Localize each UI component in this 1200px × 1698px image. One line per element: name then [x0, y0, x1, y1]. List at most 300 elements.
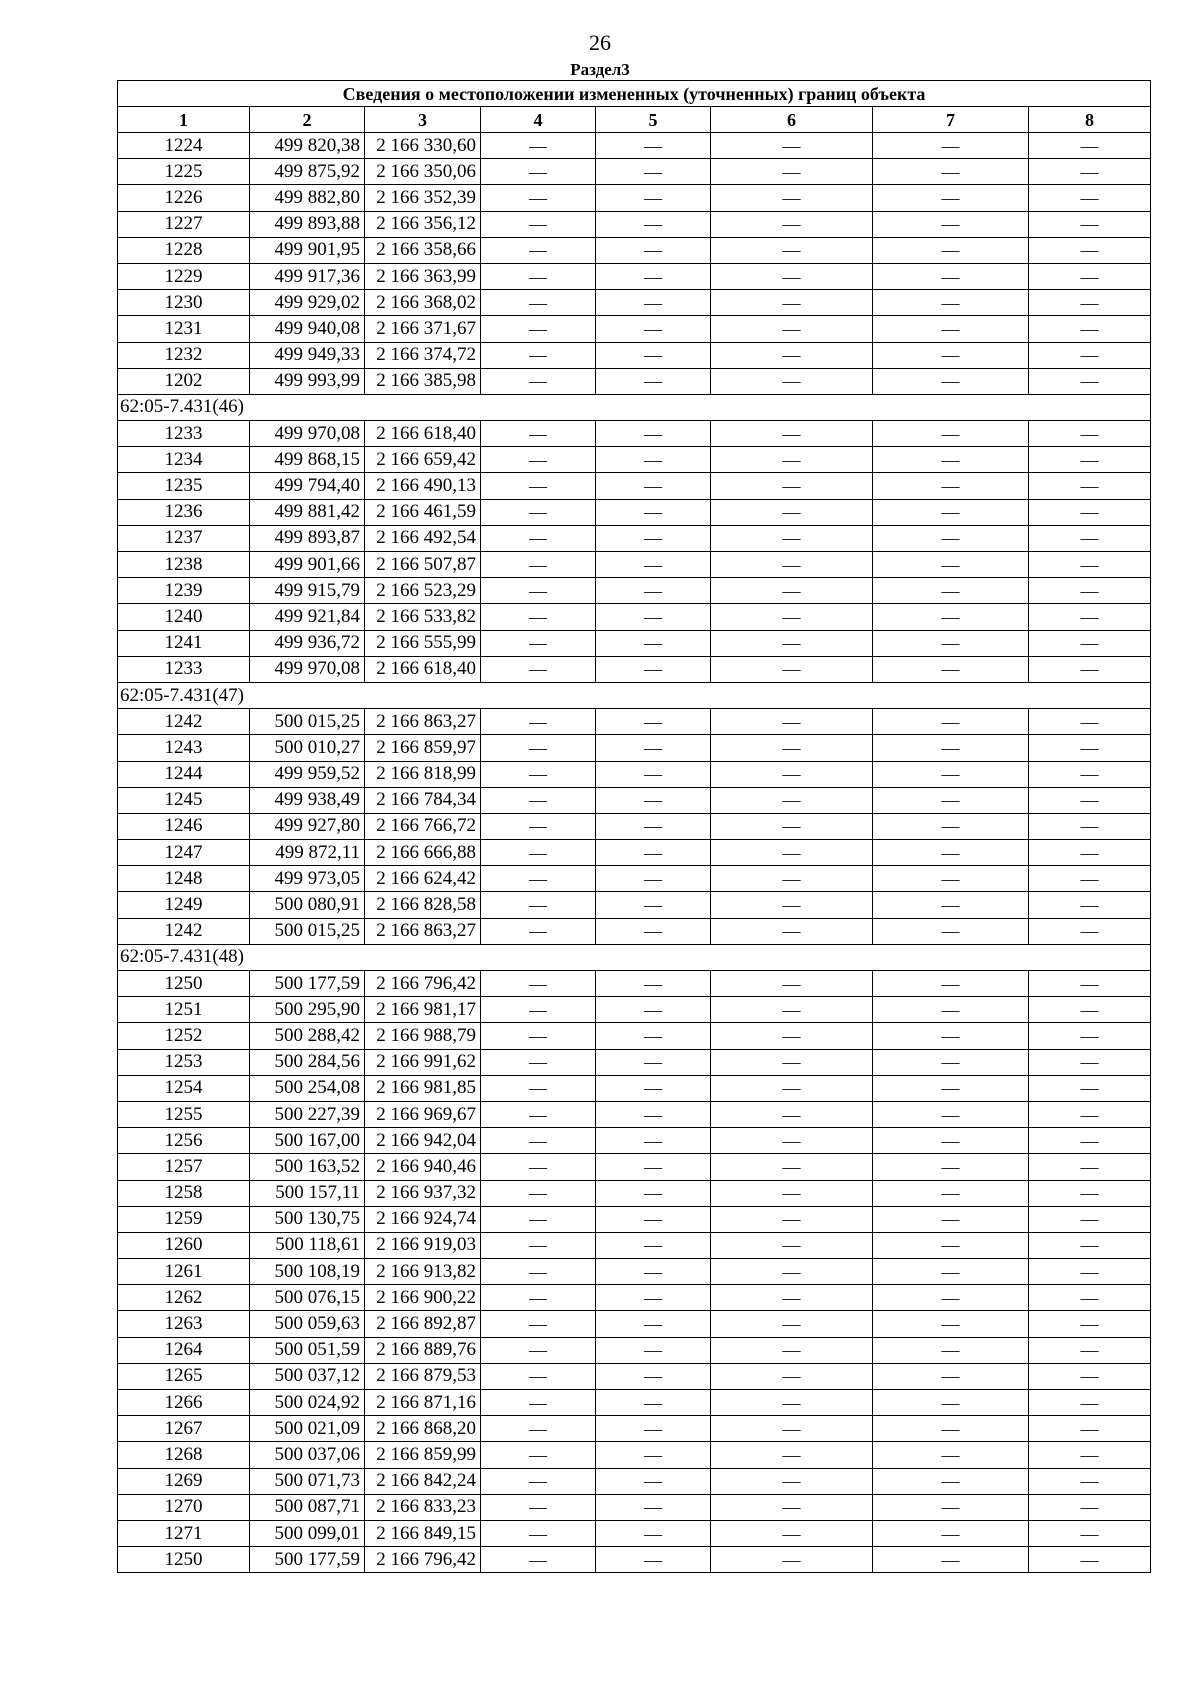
empty-value-dash: — — [596, 1363, 711, 1389]
coordinate-x: 500 087,71 — [250, 1494, 365, 1520]
empty-value-dash: — — [1029, 761, 1151, 787]
empty-value-dash: — — [1029, 499, 1151, 525]
table-row — [118, 447, 1151, 473]
empty-value-dash: — — [873, 813, 1029, 839]
coordinate-x: 500 163,52 — [250, 1154, 365, 1180]
table-row — [118, 185, 1151, 211]
empty-value-dash: — — [873, 709, 1029, 735]
coordinate-y: 2 166 555,99 — [365, 630, 481, 656]
table-row — [118, 237, 1151, 263]
point-number: 1232 — [118, 342, 250, 368]
empty-value-dash: — — [481, 1128, 596, 1154]
table-row — [118, 813, 1151, 839]
point-number: 1238 — [118, 552, 250, 578]
coordinates-table — [117, 80, 1151, 1573]
empty-value-dash: — — [711, 1180, 873, 1206]
empty-value-dash: — — [711, 1259, 873, 1285]
empty-value-dash: — — [481, 1311, 596, 1337]
table-row — [118, 552, 1151, 578]
table-row — [118, 918, 1151, 944]
empty-value-dash: — — [1029, 525, 1151, 551]
point-number: 1235 — [118, 473, 250, 499]
coordinate-x: 499 915,79 — [250, 578, 365, 604]
point-number: 1236 — [118, 499, 250, 525]
empty-value-dash: — — [1029, 656, 1151, 682]
empty-value-dash: — — [1029, 604, 1151, 630]
coordinate-y: 2 166 624,42 — [365, 866, 481, 892]
coordinate-y: 2 166 919,03 — [365, 1232, 481, 1258]
table-row — [118, 133, 1151, 159]
point-number: 1265 — [118, 1363, 250, 1389]
empty-value-dash: — — [1029, 263, 1151, 289]
empty-value-dash: — — [596, 185, 711, 211]
point-number: 1246 — [118, 813, 250, 839]
empty-value-dash: — — [873, 892, 1029, 918]
group-header-row — [118, 682, 1151, 708]
empty-value-dash: — — [481, 735, 596, 761]
empty-value-dash: — — [596, 656, 711, 682]
empty-value-dash: — — [481, 1416, 596, 1442]
empty-value-dash: — — [873, 604, 1029, 630]
coordinate-y: 2 166 358,66 — [365, 237, 481, 263]
empty-value-dash: — — [873, 133, 1029, 159]
empty-value-dash: — — [873, 421, 1029, 447]
page-number: 26 — [589, 30, 611, 55]
empty-value-dash: — — [481, 1468, 596, 1494]
empty-value-dash: — — [1029, 1416, 1151, 1442]
empty-value-dash: — — [1029, 1363, 1151, 1389]
empty-value-dash: — — [873, 447, 1029, 473]
coordinate-x: 499 970,08 — [250, 656, 365, 682]
empty-value-dash: — — [481, 552, 596, 578]
coordinate-x: 500 024,92 — [250, 1390, 365, 1416]
coordinate-y: 2 166 900,22 — [365, 1285, 481, 1311]
coordinate-x: 499 936,72 — [250, 630, 365, 656]
empty-value-dash: — — [596, 342, 711, 368]
table-row — [118, 866, 1151, 892]
empty-value-dash: — — [711, 290, 873, 316]
empty-value-dash: — — [1029, 133, 1151, 159]
empty-value-dash: — — [1029, 237, 1151, 263]
empty-value-dash: — — [873, 1180, 1029, 1206]
coordinate-x: 500 157,11 — [250, 1180, 365, 1206]
table-row — [118, 342, 1151, 368]
point-number: 1237 — [118, 525, 250, 551]
empty-value-dash: — — [596, 290, 711, 316]
empty-value-dash: — — [481, 473, 596, 499]
empty-value-dash: — — [1029, 813, 1151, 839]
empty-value-dash: — — [711, 604, 873, 630]
coordinate-x: 500 167,00 — [250, 1128, 365, 1154]
empty-value-dash: — — [596, 368, 711, 394]
coordinate-y: 2 166 356,12 — [365, 211, 481, 237]
coordinate-x: 499 940,08 — [250, 316, 365, 342]
column-number: 1 — [118, 107, 250, 133]
empty-value-dash: — — [596, 918, 711, 944]
empty-value-dash: — — [873, 263, 1029, 289]
empty-value-dash: — — [711, 1232, 873, 1258]
column-numbers-row — [118, 107, 1151, 133]
empty-value-dash: — — [481, 447, 596, 473]
empty-value-dash: — — [481, 525, 596, 551]
empty-value-dash: — — [873, 1128, 1029, 1154]
empty-value-dash: — — [481, 499, 596, 525]
empty-value-dash: — — [873, 525, 1029, 551]
table-row — [118, 1520, 1151, 1546]
coordinate-y: 2 166 666,88 — [365, 840, 481, 866]
empty-value-dash: — — [873, 290, 1029, 316]
empty-value-dash: — — [711, 1154, 873, 1180]
empty-value-dash: — — [711, 735, 873, 761]
empty-value-dash: — — [596, 578, 711, 604]
coordinate-y: 2 166 991,62 — [365, 1049, 481, 1075]
empty-value-dash: — — [873, 499, 1029, 525]
empty-value-dash: — — [596, 211, 711, 237]
coordinate-x: 500 021,09 — [250, 1416, 365, 1442]
point-number: 1245 — [118, 787, 250, 813]
empty-value-dash: — — [873, 473, 1029, 499]
empty-value-dash: — — [1029, 1547, 1151, 1573]
coordinate-x: 500 295,90 — [250, 997, 365, 1023]
coordinate-x: 500 130,75 — [250, 1206, 365, 1232]
table-row — [118, 263, 1151, 289]
empty-value-dash: — — [481, 1363, 596, 1389]
point-number: 1233 — [118, 656, 250, 682]
table-row — [118, 1390, 1151, 1416]
empty-value-dash: — — [1029, 1390, 1151, 1416]
empty-value-dash: — — [1029, 1337, 1151, 1363]
empty-value-dash: — — [596, 1337, 711, 1363]
coordinate-x: 499 949,33 — [250, 342, 365, 368]
coordinate-x: 500 227,39 — [250, 1101, 365, 1127]
coordinate-x: 500 099,01 — [250, 1520, 365, 1546]
coordinate-x: 499 893,88 — [250, 211, 365, 237]
coordinate-y: 2 166 868,20 — [365, 1416, 481, 1442]
table-row — [118, 290, 1151, 316]
empty-value-dash: — — [1029, 1128, 1151, 1154]
empty-value-dash: — — [711, 1075, 873, 1101]
empty-value-dash: — — [1029, 1311, 1151, 1337]
empty-value-dash: — — [1029, 1206, 1151, 1232]
coordinate-x: 500 059,63 — [250, 1311, 365, 1337]
coordinate-y: 2 166 859,99 — [365, 1442, 481, 1468]
table-row — [118, 604, 1151, 630]
coordinate-y: 2 166 942,04 — [365, 1128, 481, 1154]
coordinate-y: 2 166 618,40 — [365, 421, 481, 447]
coordinate-x: 499 993,99 — [250, 368, 365, 394]
empty-value-dash: — — [481, 656, 596, 682]
table-row — [118, 211, 1151, 237]
coordinate-y: 2 166 988,79 — [365, 1023, 481, 1049]
empty-value-dash: — — [481, 1285, 596, 1311]
empty-value-dash: — — [873, 237, 1029, 263]
empty-value-dash: — — [711, 237, 873, 263]
empty-value-dash: — — [873, 1337, 1029, 1363]
empty-value-dash: — — [711, 1520, 873, 1546]
empty-value-dash: — — [481, 1180, 596, 1206]
empty-value-dash: — — [596, 866, 711, 892]
empty-value-dash: — — [873, 656, 1029, 682]
coordinate-x: 499 881,42 — [250, 499, 365, 525]
coordinate-x: 499 959,52 — [250, 761, 365, 787]
empty-value-dash: — — [711, 1547, 873, 1573]
empty-value-dash: — — [481, 1101, 596, 1127]
empty-value-dash: — — [596, 997, 711, 1023]
table-row — [118, 1468, 1151, 1494]
empty-value-dash: — — [1029, 368, 1151, 394]
coordinate-x: 499 872,11 — [250, 840, 365, 866]
empty-value-dash: — — [873, 787, 1029, 813]
table-row — [118, 1075, 1151, 1101]
empty-value-dash: — — [481, 421, 596, 447]
empty-value-dash: — — [481, 316, 596, 342]
empty-value-dash: — — [711, 1206, 873, 1232]
point-number: 1256 — [118, 1128, 250, 1154]
empty-value-dash: — — [711, 1285, 873, 1311]
coordinate-y: 2 166 937,32 — [365, 1180, 481, 1206]
coordinate-x: 499 875,92 — [250, 159, 365, 185]
empty-value-dash: — — [711, 787, 873, 813]
coordinate-y: 2 166 766,72 — [365, 813, 481, 839]
empty-value-dash: — — [873, 1520, 1029, 1546]
empty-value-dash: — — [711, 342, 873, 368]
empty-value-dash: — — [873, 1285, 1029, 1311]
empty-value-dash: — — [711, 761, 873, 787]
empty-value-dash: — — [711, 1049, 873, 1075]
empty-value-dash: — — [1029, 892, 1151, 918]
coordinate-x: 500 037,12 — [250, 1363, 365, 1389]
empty-value-dash: — — [596, 840, 711, 866]
empty-value-dash: — — [481, 1075, 596, 1101]
table-row — [118, 1154, 1151, 1180]
empty-value-dash: — — [596, 1416, 711, 1442]
empty-value-dash: — — [1029, 1232, 1151, 1258]
empty-value-dash: — — [873, 1416, 1029, 1442]
coordinate-y: 2 166 533,82 — [365, 604, 481, 630]
empty-value-dash: — — [711, 552, 873, 578]
empty-value-dash: — — [1029, 866, 1151, 892]
point-number: 1225 — [118, 159, 250, 185]
empty-value-dash: — — [873, 1494, 1029, 1520]
coordinate-y: 2 166 924,74 — [365, 1206, 481, 1232]
empty-value-dash: — — [481, 159, 596, 185]
point-number: 1257 — [118, 1154, 250, 1180]
group-header-row — [118, 944, 1151, 970]
empty-value-dash: — — [1029, 787, 1151, 813]
point-number: 1249 — [118, 892, 250, 918]
empty-value-dash: — — [873, 368, 1029, 394]
empty-value-dash: — — [873, 552, 1029, 578]
empty-value-dash: — — [481, 1390, 596, 1416]
empty-value-dash: — — [596, 1442, 711, 1468]
empty-value-dash: — — [481, 342, 596, 368]
column-number: 3 — [365, 107, 481, 133]
coordinate-x: 500 010,27 — [250, 735, 365, 761]
empty-value-dash: — — [873, 1390, 1029, 1416]
table-row — [118, 421, 1151, 447]
point-number: 1266 — [118, 1390, 250, 1416]
point-number: 1202 — [118, 368, 250, 394]
coordinate-x: 499 893,87 — [250, 525, 365, 551]
empty-value-dash: — — [711, 918, 873, 944]
coordinate-x: 500 288,42 — [250, 1023, 365, 1049]
coordinate-x: 500 015,25 — [250, 709, 365, 735]
empty-value-dash: — — [1029, 1494, 1151, 1520]
empty-value-dash: — — [481, 1232, 596, 1258]
empty-value-dash: — — [1029, 578, 1151, 604]
empty-value-dash: — — [596, 1520, 711, 1546]
empty-value-dash: — — [711, 1101, 873, 1127]
empty-value-dash: — — [481, 1520, 596, 1546]
empty-value-dash: — — [596, 133, 711, 159]
point-number: 1250 — [118, 971, 250, 997]
point-number: 1224 — [118, 133, 250, 159]
empty-value-dash: — — [711, 1311, 873, 1337]
empty-value-dash: — — [481, 813, 596, 839]
coordinate-y: 2 166 350,06 — [365, 159, 481, 185]
empty-value-dash: — — [596, 473, 711, 499]
empty-value-dash: — — [873, 1468, 1029, 1494]
empty-value-dash: — — [1029, 1023, 1151, 1049]
empty-value-dash: — — [1029, 918, 1151, 944]
empty-value-dash: — — [711, 525, 873, 551]
empty-value-dash: — — [873, 1206, 1029, 1232]
point-number: 1267 — [118, 1416, 250, 1442]
empty-value-dash: — — [873, 578, 1029, 604]
point-number: 1263 — [118, 1311, 250, 1337]
point-number: 1240 — [118, 604, 250, 630]
table-row — [118, 578, 1151, 604]
empty-value-dash: — — [596, 709, 711, 735]
point-number: 1255 — [118, 1101, 250, 1127]
coordinate-y: 2 166 913,82 — [365, 1259, 481, 1285]
empty-value-dash: — — [596, 1154, 711, 1180]
coordinate-x: 499 882,80 — [250, 185, 365, 211]
table-row — [118, 1547, 1151, 1573]
empty-value-dash: — — [481, 866, 596, 892]
empty-value-dash: — — [711, 1023, 873, 1049]
coordinate-y: 2 166 330,60 — [365, 133, 481, 159]
coordinate-x: 499 973,05 — [250, 866, 365, 892]
empty-value-dash: — — [1029, 211, 1151, 237]
empty-value-dash: — — [596, 1311, 711, 1337]
empty-value-dash: — — [1029, 473, 1151, 499]
coordinate-x: 499 901,95 — [250, 237, 365, 263]
table-row — [118, 1049, 1151, 1075]
empty-value-dash: — — [481, 578, 596, 604]
empty-value-dash: — — [711, 1416, 873, 1442]
coordinate-x: 500 051,59 — [250, 1337, 365, 1363]
empty-value-dash: — — [481, 892, 596, 918]
empty-value-dash: — — [481, 290, 596, 316]
empty-value-dash: — — [596, 1285, 711, 1311]
empty-value-dash: — — [873, 159, 1029, 185]
coordinate-x: 499 794,40 — [250, 473, 365, 499]
coordinate-y: 2 166 863,27 — [365, 709, 481, 735]
empty-value-dash: — — [1029, 342, 1151, 368]
empty-value-dash: — — [711, 133, 873, 159]
coordinate-x: 500 118,61 — [250, 1232, 365, 1258]
empty-value-dash: — — [711, 1128, 873, 1154]
empty-value-dash: — — [1029, 290, 1151, 316]
empty-value-dash: — — [481, 840, 596, 866]
empty-value-dash: — — [873, 1101, 1029, 1127]
empty-value-dash: — — [711, 1468, 873, 1494]
table-row — [118, 1311, 1151, 1337]
coordinate-x: 500 080,91 — [250, 892, 365, 918]
empty-value-dash: — — [481, 368, 596, 394]
empty-value-dash: — — [596, 1494, 711, 1520]
empty-value-dash: — — [596, 735, 711, 761]
point-number: 1261 — [118, 1259, 250, 1285]
empty-value-dash: — — [481, 1494, 596, 1520]
point-number: 1252 — [118, 1023, 250, 1049]
empty-value-dash: — — [711, 840, 873, 866]
coordinate-x: 499 927,80 — [250, 813, 365, 839]
coordinate-y: 2 166 818,99 — [365, 761, 481, 787]
empty-value-dash: — — [1029, 159, 1151, 185]
empty-value-dash: — — [873, 866, 1029, 892]
coordinate-y: 2 166 879,53 — [365, 1363, 481, 1389]
column-number: 6 — [711, 107, 873, 133]
empty-value-dash: — — [596, 1180, 711, 1206]
empty-value-dash: — — [1029, 1520, 1151, 1546]
empty-value-dash: — — [711, 316, 873, 342]
coordinate-x: 500 071,73 — [250, 1468, 365, 1494]
empty-value-dash: — — [596, 1259, 711, 1285]
table-row — [118, 1363, 1151, 1389]
empty-value-dash: — — [711, 159, 873, 185]
column-number: 4 — [481, 107, 596, 133]
empty-value-dash: — — [1029, 552, 1151, 578]
empty-value-dash: — — [1029, 1154, 1151, 1180]
point-number: 1244 — [118, 761, 250, 787]
empty-value-dash: — — [481, 1337, 596, 1363]
column-number: 7 — [873, 107, 1029, 133]
empty-value-dash: — — [873, 316, 1029, 342]
empty-value-dash: — — [711, 447, 873, 473]
empty-value-dash: — — [596, 813, 711, 839]
empty-value-dash: — — [596, 1049, 711, 1075]
empty-value-dash: — — [1029, 1468, 1151, 1494]
empty-value-dash: — — [1029, 1180, 1151, 1206]
table-row — [118, 1337, 1151, 1363]
empty-value-dash: — — [481, 761, 596, 787]
empty-value-dash: — — [1029, 709, 1151, 735]
coordinate-y: 2 166 368,02 — [365, 290, 481, 316]
empty-value-dash: — — [596, 1468, 711, 1494]
coordinate-y: 2 166 892,87 — [365, 1311, 481, 1337]
group-header-row — [118, 394, 1151, 420]
coordinate-y: 2 166 490,13 — [365, 473, 481, 499]
empty-value-dash: — — [481, 918, 596, 944]
point-number: 1258 — [118, 1180, 250, 1206]
coordinate-y: 2 166 523,29 — [365, 578, 481, 604]
table-row — [118, 1128, 1151, 1154]
empty-value-dash: — — [873, 1363, 1029, 1389]
table-row — [118, 1232, 1151, 1258]
table-row — [118, 1180, 1151, 1206]
empty-value-dash: — — [1029, 1101, 1151, 1127]
coordinate-y: 2 166 940,46 — [365, 1154, 481, 1180]
coordinate-y: 2 166 492,54 — [365, 525, 481, 551]
empty-value-dash: — — [873, 1547, 1029, 1573]
empty-value-dash: — — [1029, 447, 1151, 473]
empty-value-dash: — — [1029, 185, 1151, 211]
table-row — [118, 1101, 1151, 1127]
table-row — [118, 630, 1151, 656]
group-label: 62:05-7.431(46) — [118, 394, 1151, 420]
